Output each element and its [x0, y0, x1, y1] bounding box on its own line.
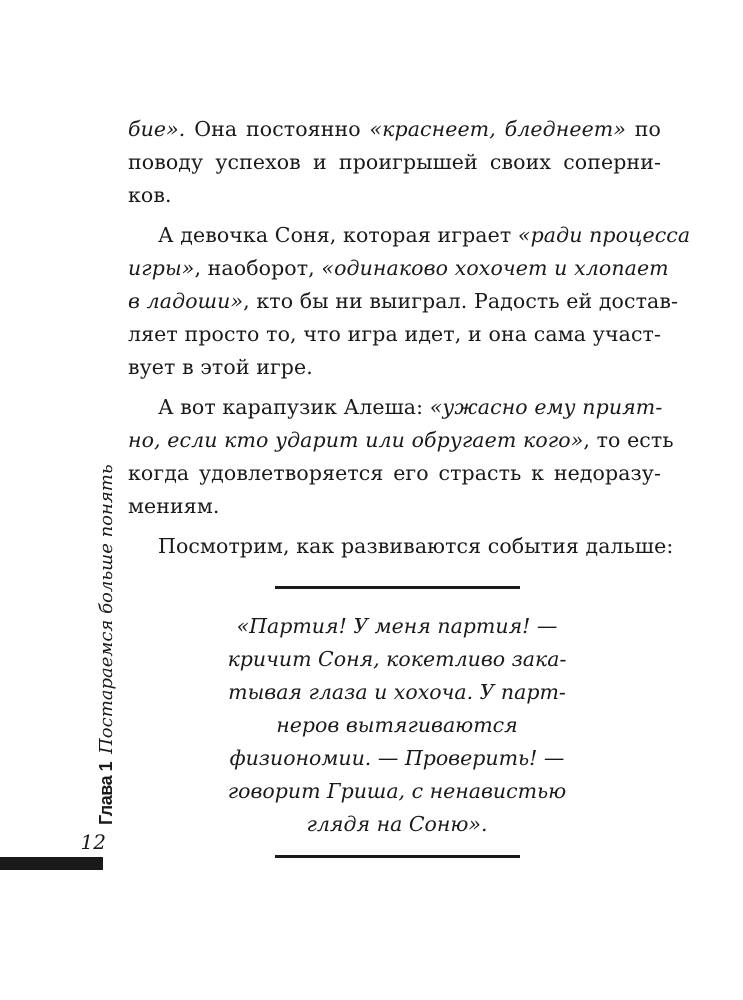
text-line: ляет просто то, что игра идет, и она сама участ- [128, 322, 661, 346]
text-line: А девочка Соня, которая играет «ради процесса [158, 223, 691, 247]
text-line: когда удовлетворяется его страсть к недоразу- [128, 461, 661, 485]
text-line: вует в этой игре. [128, 355, 313, 379]
paragraph-3 [128, 391, 674, 523]
text-line: но, если кто ударит или обругает кого», то есть [128, 428, 674, 452]
text-line: А вот карапузик Алеша: «ужасно ему прият- [158, 395, 663, 419]
quote-line: глядя на Соню». [306, 812, 488, 836]
text-line: игры», наоборот, «одинаково хохочет и хлопает [128, 256, 669, 280]
chapter-title: Постараемся больше понять [96, 464, 117, 754]
text-line: в ладоши», кто бы ни выиграл. Радость ей достав- [128, 289, 679, 313]
pull-quote [200, 610, 594, 841]
quote-line: «Партия! У меня партия! — [236, 614, 558, 638]
page-number: 12 [80, 830, 106, 854]
paragraph-1 [128, 113, 661, 212]
quote-line: неров вытягиваются [276, 713, 518, 737]
quote-line: кричит Соня, кокетливо зака- [227, 647, 567, 671]
text-line: Посмотрим, как развиваются события дальше: [158, 534, 674, 558]
text-line: поводу успехов и проигрышей своих соперни- [128, 150, 661, 174]
text-line: ков. [128, 183, 172, 207]
quote-line: физиономии. — Проверить! — [229, 746, 565, 770]
quote-divider-top [275, 586, 520, 589]
paragraph-2 [128, 219, 691, 384]
text-line: бие». Она постоянно «краснеет, бледнеет» по [128, 117, 661, 141]
quote-divider-bottom [275, 855, 520, 858]
quote-line: говорит Гриша, с ненавистью [227, 779, 567, 803]
paragraph-4 [128, 530, 674, 563]
chapter-label: Глава 1 [96, 761, 116, 825]
page-marker-bar [0, 857, 103, 870]
quote-line: тывая глаза и хохоча. У парт- [228, 680, 566, 704]
main-text [128, 113, 691, 563]
text-line: мениям. [128, 494, 220, 518]
